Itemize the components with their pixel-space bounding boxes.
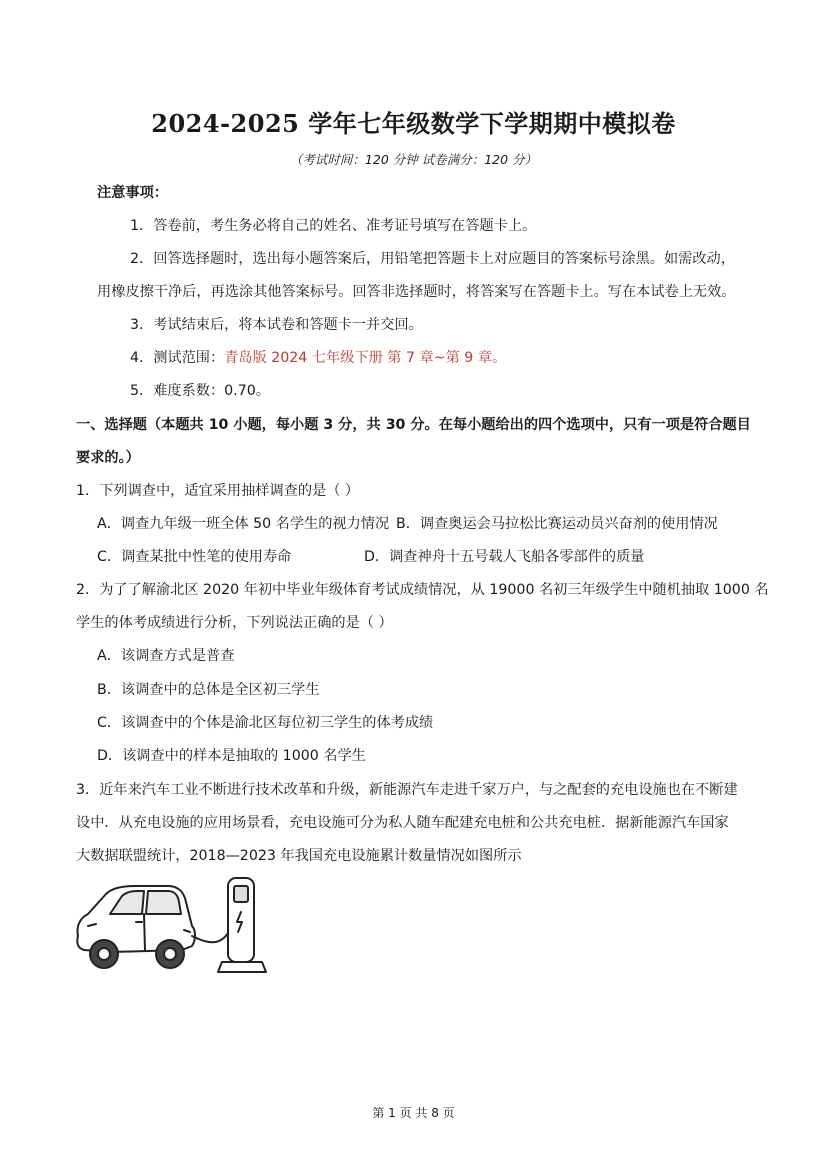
section-heading-b: 要求的。） (76, 450, 140, 466)
notice-item-3: 3．考试结束后，将本试卷和答题卡一并交回。 (130, 317, 423, 333)
question-2-stem-b: 学生的体考成绩进行分析，下列说法正确的是（ ） (76, 615, 393, 631)
question-2-stem-a: 2．为了了解渝北区 2020 年初中毕业年级体育考试成绩情况，从 19000 名初三年级学生中随机抽取 1000 名 (76, 582, 769, 598)
notice-item-4-prefix: 4．测试范围： (130, 350, 225, 366)
notice-item-2b: 用橡皮擦干净后，再选涂其他答案标号。回答非选择题时，将答案写在答题卡上。写在本试卷上无效。 (97, 284, 736, 300)
question-3-stem-c: 大数据联盟统计，2018—2023 年我国充电设施累计数量情况如图所示 (76, 848, 522, 864)
question-2-option-b: B．该调查中的总体是全区初三学生 (97, 682, 320, 698)
question-1-stem: 1．下列调查中，适宜采用抽样调查的是（ ） (76, 483, 360, 499)
question-1-option-c: C．调查某批中性笔的使用寿命 (97, 549, 292, 565)
section-heading-a: 一、选择题（本题共 10 小题，每小题 3 分，共 30 分。在每小题给出的四个选项中，只有一项是符合题目 (76, 417, 751, 433)
notice-item-2a: 2．回答选择题时，选出每小题答案后，用铅笔把答题卡上对应题目的答案标号涂黑。如需改动， (130, 251, 735, 267)
question-3-stem-a: 3．近年来汽车工业不断进行技术改革和升级，新能源汽车走进千家万户，与之配套的充电设施也在不断建 (76, 782, 738, 798)
test-range: 青岛版 2024 七年级下册 第 7 章~第 9 章。 (224, 350, 507, 366)
question-2-option-c: C．该调查中的个体是渝北区每位初三学生的体考成绩 (97, 715, 434, 731)
question-3-stem-b: 设中．从充电设施的应用场景看，充电设施可分为私人随车配建充电桩和公共充电桩．据新能源汽车国家 (76, 815, 729, 831)
question-1-option-a: A．调查九年级一班全体 50 名学生的视力情况 (97, 516, 390, 532)
question-1-option-d: D．调查神舟十五号载人飞船各零部件的质量 (364, 549, 645, 565)
exam-info: （考试时间：120 分钟 试卷满分：120 分） (289, 152, 538, 167)
question-2-option-a: A．该调查方式是普查 (97, 648, 235, 664)
page-footer: 第 1 页 共 8 页 (372, 1106, 455, 1120)
notice-item-5: 5．难度系数：0.70。 (130, 383, 270, 399)
question-1-option-b: B．调查奥运会马拉松比赛运动员兴奋剂的使用情况 (396, 516, 718, 532)
electric-car-charging-illustration (72, 874, 272, 980)
notice-item-4 (130, 348, 506, 368)
question-2-option-d: D．该调查中的样本是抽取的 1000 名学生 (97, 748, 366, 764)
page-title: 2024-2025 学年七年级数学下学期期中模拟卷 (151, 109, 676, 138)
notice-heading: 注意事项： (97, 185, 168, 201)
notice-item-1: 1．答卷前，考生务必将自己的姓名、准考证号填写在答题卡上。 (130, 218, 537, 234)
